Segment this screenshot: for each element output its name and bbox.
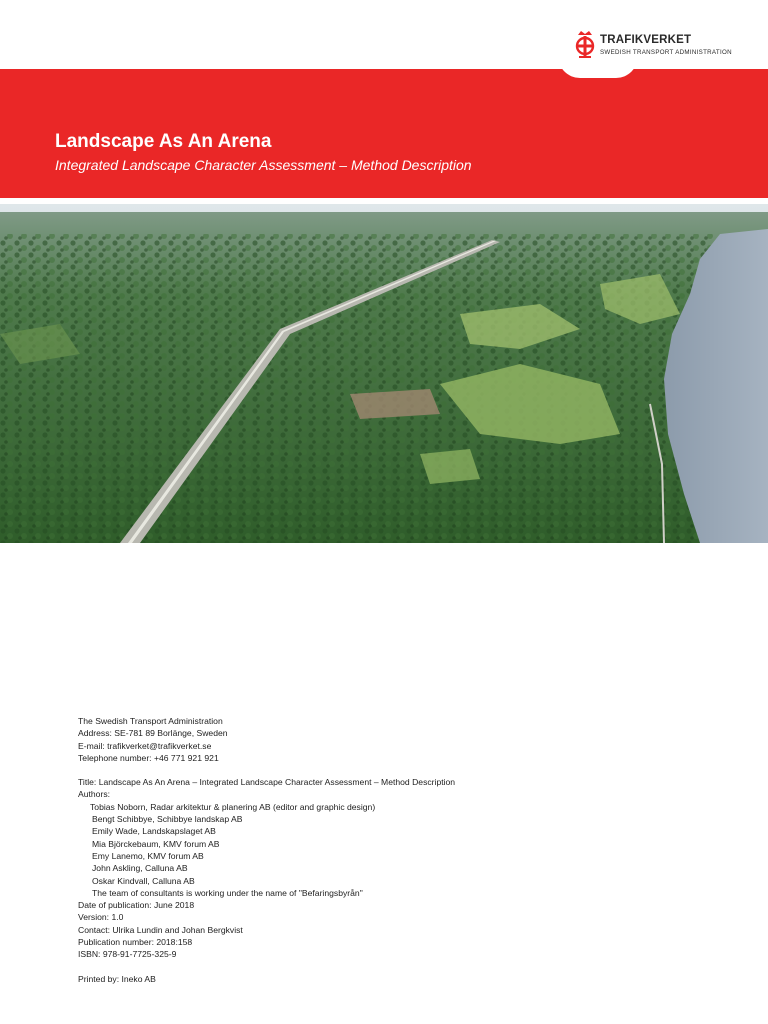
author-item: Emily Wade, Landskapslaget AB [92,826,216,837]
aerial-landscape-photo [0,204,768,543]
author-item: John Askling, Calluna AB [92,863,188,874]
address: Address: SE-781 89 Borlänge, Sweden [78,728,228,739]
logo-name: TRAFIKVERKET [600,34,692,46]
isbn: ISBN: 978-91-7725-325-9 [78,949,177,960]
telephone: Telephone number: +46 771 921 921 [78,752,219,763]
logo-subtitle: SWEDISH TRANSPORT ADMINISTRATION [600,49,732,56]
logo-tab [558,56,638,78]
publication-number: Publication number: 2018:158 [78,937,193,948]
author-item: Emy Lanemo, KMV forum AB [92,850,204,861]
publication-date: Date of publication: June 2018 [78,900,195,911]
crown-emblem-icon [574,30,596,60]
consultant-team-note: The team of consultants is working under the name of "Befaringsbyrån" [92,887,363,898]
author-item: Oskar Kindvall, Calluna AB [92,875,195,886]
contact: Contact: Ulrika Lundin and Johan Bergkvist [78,924,243,935]
version: Version: 1.0 [78,912,124,923]
author-item: Mia Björckebaum, KMV forum AB [92,838,220,849]
page-title: Landscape As An Arena [55,131,272,152]
author-item: Tobias Noborn, Radar arkitektur & planering AB (editor and graphic design) [90,801,376,812]
document-title: Title: Landscape As An Arena – Integrated Landscape Character Assessment – Method Description [78,777,456,788]
org-name: The Swedish Transport Administration [78,716,223,726]
page-subtitle: Integrated Landscape Character Assessment – Method Description [55,157,472,173]
imprint-block [78,715,718,985]
author-item: Bengt Schibbye, Schibbye landskap AB [92,814,243,825]
authors-label: Authors: [78,789,111,800]
title-band [0,69,768,198]
printed-by: Printed by: Ineko AB [78,973,156,984]
email: E-mail: trafikverket@trafikverket.se [78,740,212,751]
